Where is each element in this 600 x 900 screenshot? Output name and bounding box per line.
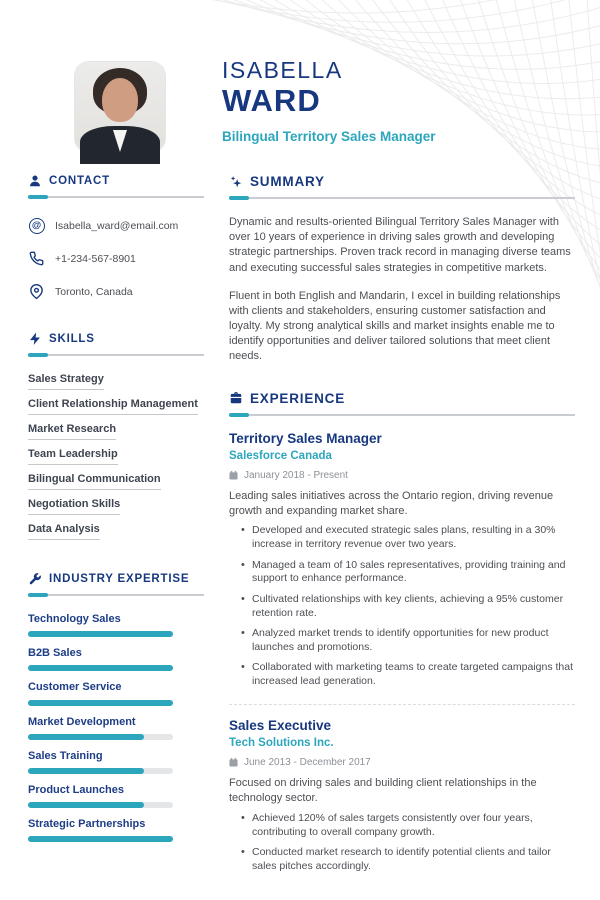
email-icon: @	[28, 217, 45, 234]
job-bullet: • Achieved 120% of sales targets consistently over four years, contributing to overall company growth.	[241, 812, 575, 840]
expertise-bar-track	[28, 802, 173, 808]
phone-icon	[28, 250, 45, 267]
wrench-icon	[28, 572, 42, 586]
industry-expertise-heading: INDUSTRY EXPERTISE	[49, 573, 190, 585]
briefcase-icon	[229, 391, 243, 405]
expertise-label: Market Development	[28, 715, 136, 728]
expertise-item	[28, 784, 204, 808]
skills-section	[28, 332, 204, 540]
expertise-bar-fill	[28, 700, 173, 706]
professional-title: Bilingual Territory Sales Manager	[222, 128, 436, 144]
expertise-label: Technology Sales	[28, 613, 121, 625]
section-rule	[229, 196, 575, 200]
job-dates-row	[229, 470, 575, 481]
expertise-item	[28, 750, 204, 774]
calendar-icon	[229, 471, 238, 480]
lightning-bolt-icon	[28, 332, 42, 346]
expertise-label: Product Launches	[28, 783, 124, 796]
job-bullet: • Cultivated relationships with key clients, achieving a 95% customer retention rate.	[241, 593, 575, 621]
job-entry	[229, 718, 575, 874]
job-bullet-list	[229, 524, 575, 689]
expertise-list	[28, 613, 204, 842]
job-bullet: • Managed a team of 10 sales representatives, providing training and support to enhance performance.	[241, 559, 575, 587]
sidebar	[28, 174, 204, 900]
skill-item: Sales Strategy	[28, 373, 104, 390]
expertise-item	[28, 818, 204, 842]
summary-paragraph: Dynamic and results-oriented Bilingual Territory Sales Manager with over 10 years of experience in driving sales growth and developing strategic partnerships. Proven track record in managing diverse teams and executing successful sales strategies in competitive markets.	[229, 216, 571, 274]
experience-heading: EXPERIENCE	[250, 390, 346, 406]
resume-header	[0, 0, 600, 170]
location-pin-icon	[28, 283, 45, 300]
experience-section	[229, 391, 575, 874]
job-dates: June 2013 - December 2017	[244, 756, 371, 768]
job-title: Territory Sales Manager	[229, 430, 382, 446]
section-rule	[28, 195, 204, 199]
contact-section	[28, 174, 204, 300]
job-dates: January 2018 - Present	[244, 469, 348, 481]
job-entry	[229, 431, 575, 689]
experience-header	[229, 391, 575, 406]
expertise-bar-track	[28, 836, 173, 842]
expertise-item	[28, 613, 204, 637]
content-columns	[0, 170, 600, 900]
expertise-item	[28, 647, 204, 671]
summary-heading: SUMMARY	[250, 174, 325, 189]
job-description: Leading sales initiatives across the Ontario region, driving revenue growth and expanding market share.	[229, 489, 554, 517]
contact-phone-row	[28, 250, 204, 267]
expertise-bar-fill	[28, 836, 173, 842]
skill-item: Client Relationship Management	[28, 398, 198, 415]
contact-header	[28, 174, 204, 188]
expertise-bar-fill	[28, 631, 173, 637]
company-name: Salesforce Canada	[229, 449, 332, 462]
expertise-bar-track	[28, 665, 173, 671]
job-bullet: • Conducted market research to identify potential clients and tailor sales pitches accordingly.	[241, 846, 575, 874]
job-separator	[229, 704, 575, 705]
summary-paragraph: Fluent in both English and Mandarin, I excel in building relationships with clients and stakeholders, ensuring customer satisfaction and loyalty. My strong analytical skills and market insights enable me to identify opportunities and deliver tailored solutions that meet client needs.	[229, 289, 561, 363]
expertise-label: Customer Service	[28, 681, 122, 694]
expertise-bar-fill	[28, 768, 144, 774]
job-bullet: • Developed and executed strategic sales plans, resulting in a 30% increase in territory revenue over two years.	[241, 524, 575, 552]
expertise-label: Strategic Partnerships	[28, 818, 146, 831]
expertise-bar-track	[28, 631, 173, 637]
main-column	[229, 174, 575, 900]
phone-value: +1-234-567-8901	[55, 252, 136, 265]
skill-item: Bilingual Communication	[28, 473, 161, 490]
job-description: Focused on driving sales and building client relationships in the technology sector.	[229, 776, 537, 805]
expertise-item	[28, 681, 204, 705]
expertise-bar-track	[28, 700, 173, 706]
expertise-bar-track	[28, 768, 173, 774]
expertise-label: Sales Training	[28, 749, 103, 762]
contact-heading: CONTACT	[49, 175, 110, 187]
skills-header	[28, 332, 204, 346]
skill-item: Data Analysis	[28, 523, 100, 540]
expertise-bar-track	[28, 734, 173, 740]
job-dates-row	[229, 757, 575, 768]
name-block	[222, 58, 436, 144]
contact-email-row	[28, 217, 204, 234]
person-icon	[28, 174, 42, 188]
industry-expertise-section	[28, 572, 204, 842]
expertise-bar-fill	[28, 734, 144, 740]
job-title: Sales Executive	[229, 717, 332, 733]
profile-photo	[75, 62, 165, 152]
contact-location-row	[28, 283, 204, 300]
section-rule	[28, 353, 204, 357]
jobs-list	[229, 431, 575, 874]
skill-item: Market Research	[28, 423, 116, 440]
skill-item: Negotiation Skills	[28, 498, 120, 515]
section-rule	[28, 593, 204, 597]
section-rule	[229, 413, 575, 417]
photo-face	[102, 78, 138, 122]
summary-header	[229, 174, 575, 189]
expertise-item	[28, 716, 204, 740]
sparkle-icon	[229, 175, 243, 189]
contact-list	[28, 217, 204, 300]
skills-heading: SKILLS	[49, 333, 95, 345]
summary-paragraphs	[229, 215, 575, 365]
job-bullet-list	[229, 812, 575, 874]
summary-section	[229, 174, 575, 365]
job-bullet: • Collaborated with marketing teams to create targeted campaigns that increased lead generation.	[241, 661, 575, 689]
industry-expertise-header	[28, 572, 204, 586]
calendar-icon	[229, 758, 238, 767]
expertise-bar-fill	[28, 802, 144, 808]
expertise-label: B2B Sales	[28, 647, 82, 660]
location-value: Toronto, Canada	[55, 285, 133, 298]
skill-item: Team Leadership	[28, 448, 118, 465]
first-name: ISABELLA	[222, 57, 343, 83]
last-name: WARD	[222, 83, 321, 119]
company-name: Tech Solutions Inc.	[229, 736, 334, 749]
job-bullet: • Analyzed market trends to identify opportunities for new product launches and promotions.	[241, 627, 575, 655]
expertise-bar-fill	[28, 665, 173, 671]
skill-list	[28, 373, 204, 540]
email-value: Isabella_ward@email.com	[55, 219, 179, 232]
